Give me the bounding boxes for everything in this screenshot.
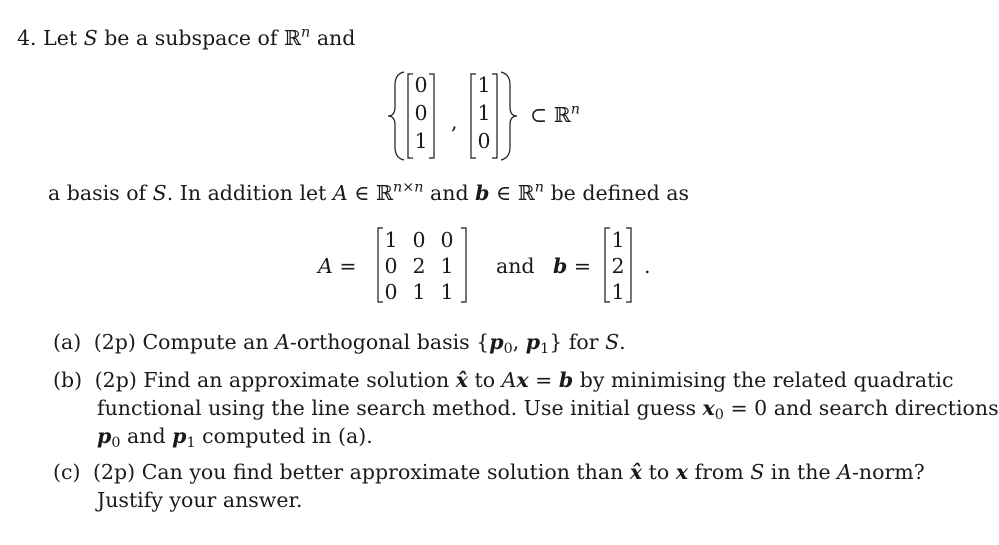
vector-b-entry: 1	[611, 280, 625, 304]
text: from	[694, 460, 744, 484]
subset-symbol: ⊂	[530, 103, 548, 127]
matrix-a-cell: 0	[384, 280, 398, 304]
matrix-a-cell: 1	[440, 280, 454, 304]
b-equals	[553, 256, 591, 277]
text: -norm?	[851, 460, 925, 484]
text: to	[474, 368, 496, 392]
a-equals	[318, 256, 357, 277]
text: .	[619, 330, 626, 354]
part-b-line1	[53, 370, 953, 391]
var-p: p	[172, 424, 187, 448]
real-space: ℝ	[375, 181, 394, 205]
vector1-entry: 0	[414, 101, 428, 125]
matrix-a-cell: 0	[412, 228, 426, 252]
problem-number: 4.	[17, 26, 37, 50]
matrix-a-cell: 1	[384, 228, 398, 252]
part-points: (2p)	[93, 460, 136, 484]
text: and	[127, 424, 166, 448]
var-p: p	[97, 424, 112, 448]
text: by minimising the related quadratic	[579, 368, 954, 392]
real-space: ℝ	[284, 26, 302, 50]
part-label: (b)	[53, 368, 83, 392]
vector2-entry: 1	[477, 73, 491, 97]
text: and	[430, 181, 469, 205]
subscript: 1	[540, 341, 550, 358]
matrix-a-cell: 2	[412, 254, 426, 278]
part-points: (2p)	[94, 368, 137, 392]
real-space: ℝ	[553, 103, 571, 127]
part-a	[53, 330, 626, 358]
text: Justify your answer.	[97, 488, 303, 512]
var-x: x	[516, 368, 529, 392]
text: -orthogonal basis {	[289, 330, 490, 354]
text: ,	[512, 330, 520, 354]
exponent-n: n	[534, 179, 545, 196]
var-xhat: x̂	[455, 368, 468, 392]
matrix-a-cell: 1	[440, 254, 454, 278]
matrix-a-cell: 0	[440, 228, 454, 252]
text: and search directions	[773, 396, 999, 420]
subset-expression	[530, 101, 581, 127]
vector2-entry: 1	[477, 101, 491, 125]
var-x: x	[675, 460, 688, 484]
vector-comma: ,	[451, 110, 458, 134]
basis-line	[48, 179, 689, 205]
element-of-symbol: ∈	[354, 181, 370, 205]
var-a: A	[837, 460, 852, 484]
var-a: A	[318, 254, 333, 278]
matrix-a-cell: 0	[384, 254, 398, 278]
var-p: p	[489, 330, 504, 354]
period: .	[644, 254, 651, 278]
text: Find an approximate solution	[143, 368, 450, 392]
part-c-line2	[97, 490, 303, 511]
part-points: (2p)	[93, 330, 136, 354]
element-of-symbol: ∈	[496, 181, 512, 205]
var-s: S	[605, 330, 620, 354]
vector-b-entry: 2	[611, 254, 625, 278]
var-a: A	[275, 330, 290, 354]
var-b: b	[553, 254, 568, 278]
var-a: A	[501, 368, 517, 392]
vector-b-entry: 1	[611, 228, 625, 252]
vector1-entry: 1	[414, 129, 428, 153]
left-curly-brace	[386, 71, 406, 161]
text: Compute an	[142, 330, 269, 354]
vector1-entry: 0	[414, 73, 428, 97]
var-s: S	[750, 460, 765, 484]
problem-intro	[17, 24, 356, 50]
part-label: (a)	[53, 330, 82, 354]
text: in the	[770, 460, 831, 484]
var-x: x	[702, 396, 715, 420]
text: } for	[549, 330, 599, 354]
text: a basis of	[48, 181, 147, 205]
exponent-n: n	[301, 24, 311, 41]
var-a: A	[332, 181, 348, 205]
var-s: S	[152, 181, 167, 205]
intro-text: Let	[43, 26, 78, 50]
equals-sign: =	[573, 254, 592, 278]
var-p: p	[525, 330, 541, 354]
and-text: and	[496, 254, 535, 278]
text: functional using the line search method. Use initial guess	[97, 396, 697, 420]
var-s: S	[83, 26, 98, 50]
equals-sign: =	[339, 254, 357, 278]
part-b-line3	[97, 424, 373, 452]
exponent-n: n	[570, 101, 581, 118]
intro-text-mid: be a subspace of	[104, 26, 278, 50]
var-b: b	[475, 181, 490, 205]
var-b: b	[558, 368, 574, 392]
exponent-nxn: n×n	[393, 179, 424, 196]
intro-text-end: and	[316, 26, 356, 50]
subscript: 0	[503, 341, 513, 358]
part-b-line2	[97, 396, 999, 424]
subscript: 0	[111, 435, 121, 452]
part-label: (c)	[53, 460, 81, 484]
vector2-entry: 0	[477, 129, 491, 153]
text: . In addition let	[166, 181, 327, 205]
text: Can you find better approximate solution than	[141, 460, 624, 484]
text: computed in (a).	[202, 424, 373, 448]
subscript: 0	[714, 407, 724, 424]
text: to	[648, 460, 670, 484]
text: be defined as	[550, 181, 689, 205]
right-curly-brace	[499, 71, 519, 161]
part-c-line1	[53, 462, 925, 483]
equals-sign: =	[535, 368, 553, 392]
text: = 0	[730, 396, 768, 420]
matrix-a-cell: 1	[412, 280, 426, 304]
subscript: 1	[186, 435, 196, 452]
var-xhat: x̂	[629, 460, 643, 484]
real-space: ℝ	[517, 181, 535, 205]
